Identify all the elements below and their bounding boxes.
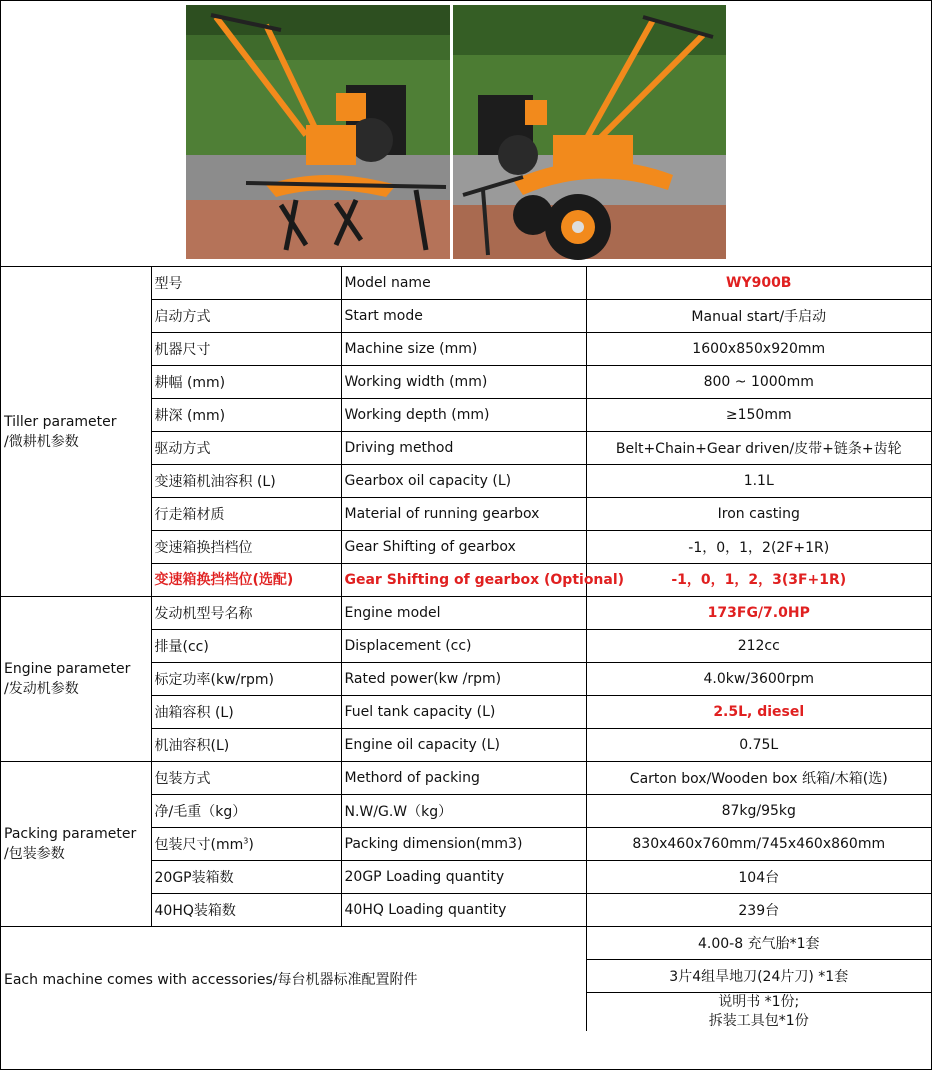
- param-value: 104台: [586, 861, 931, 894]
- param-en: Engine oil capacity (L): [341, 729, 586, 762]
- param-zh: 包装尺寸(mm: [154, 837, 244, 853]
- accessory-item: 4.00-8 充气胎*1套: [586, 927, 931, 960]
- param-value: 173FG/7.0HP: [586, 597, 931, 630]
- param-zh: 标定功率(kw/rpm): [151, 663, 341, 696]
- param-zh-close: ): [248, 837, 254, 853]
- engine-group-zh: /发动机参数: [4, 681, 79, 697]
- accessories-label: Each machine comes with accessories/每台机器标准配置附件: [1, 927, 586, 1032]
- packing-group-zh: /包装参数: [4, 846, 65, 862]
- param-zh: 油箱容积 (L): [151, 696, 341, 729]
- param-value: 1600x850x920mm: [586, 333, 931, 366]
- param-zh: 型号: [151, 267, 341, 300]
- tiller-group-cell: [1, 267, 151, 597]
- spec-table: [1, 267, 931, 1031]
- param-en: Driving method: [341, 432, 586, 465]
- param-en: Material of running gearbox: [341, 498, 586, 531]
- param-zh: 变速箱换挡档位(选配): [151, 564, 341, 597]
- packing-group-en: Packing parameter: [4, 826, 137, 842]
- param-zh: 驱动方式: [151, 432, 341, 465]
- param-en: Fuel tank capacity (L): [341, 696, 586, 729]
- param-en: Packing dimension(mm3): [341, 828, 586, 861]
- param-zh: 耕幅 (mm): [151, 366, 341, 399]
- param-zh: 耕深 (mm): [151, 399, 341, 432]
- param-en: Methord of packing: [341, 762, 586, 795]
- param-value: 1.1L: [586, 465, 931, 498]
- tiller-photo-front: [186, 5, 450, 259]
- param-value: 87kg/95kg: [586, 795, 931, 828]
- param-en: Displacement (cc): [341, 630, 586, 663]
- param-value: 2.5L, diesel: [586, 696, 931, 729]
- param-zh: 变速箱换挡档位: [151, 531, 341, 564]
- param-en: N.W/G.W（kg）: [341, 795, 586, 828]
- param-en: Working depth (mm): [341, 399, 586, 432]
- param-value: Iron casting: [586, 498, 931, 531]
- param-value: 0.75L: [586, 729, 931, 762]
- table-row: [1, 927, 931, 960]
- param-en: 40HQ Loading quantity: [341, 894, 586, 927]
- param-zh: 变速箱机油容积 (L): [151, 465, 341, 498]
- table-row: [1, 762, 931, 795]
- param-en: Gear Shifting of gearbox (Optional): [341, 564, 586, 597]
- param-en: Gearbox oil capacity (L): [341, 465, 586, 498]
- param-zh: 机油容积(L): [151, 729, 341, 762]
- param-value: 800 ~ 1000mm: [586, 366, 931, 399]
- tiller-group-zh: /微耕机参数: [4, 433, 79, 450]
- param-zh: 机器尺寸: [151, 333, 341, 366]
- param-value: 212cc: [586, 630, 931, 663]
- param-zh: 行走箱材质: [151, 498, 341, 531]
- param-en: Gear Shifting of gearbox: [341, 531, 586, 564]
- param-en: Machine size (mm): [341, 333, 586, 366]
- param-zh: 排量(cc): [151, 630, 341, 663]
- param-zh: 启动方式: [151, 300, 341, 333]
- param-value: -1，0，1，2(2F+1R): [586, 531, 931, 564]
- param-value: Belt+Chain+Gear driven/皮带+链条+齿轮: [586, 432, 931, 465]
- param-en: Working width (mm): [341, 366, 586, 399]
- param-value: Manual start/手启动: [586, 300, 931, 333]
- param-zh: 净/毛重（kg）: [151, 795, 341, 828]
- tiller-photo-side: [453, 5, 726, 259]
- tiller-group-en: Tiller parameter: [4, 413, 117, 430]
- param-zh-cell: [151, 828, 341, 861]
- table-row: [1, 267, 931, 300]
- table-row: [1, 597, 931, 630]
- param-zh: 包装方式: [151, 762, 341, 795]
- param-value: 4.0kw/3600rpm: [586, 663, 931, 696]
- accessory-toolkit: 拆装工具包*1份: [708, 1013, 809, 1029]
- param-value: 239台: [586, 894, 931, 927]
- param-en: Engine model: [341, 597, 586, 630]
- accessory-item-multi: [586, 993, 931, 1032]
- param-value: WY900B: [586, 267, 931, 300]
- param-value: -1，0，1，2，3(3F+1R): [586, 564, 931, 597]
- param-zh: 20GP装箱数: [151, 861, 341, 894]
- engine-group-en: Engine parameter: [4, 661, 131, 677]
- param-zh-sup: 3: [243, 836, 249, 846]
- param-value: Carton box/Wooden box 纸箱/木箱(选): [586, 762, 931, 795]
- param-value: 830x460x760mm/745x460x860mm: [586, 828, 931, 861]
- accessory-manual: 说明书 *1份;: [718, 994, 800, 1010]
- param-en: Start mode: [341, 300, 586, 333]
- param-en: Model name: [341, 267, 586, 300]
- param-en: 20GP Loading quantity: [341, 861, 586, 894]
- param-zh: 发动机型号名称: [151, 597, 341, 630]
- engine-group-cell: [1, 597, 151, 762]
- product-photos: [1, 1, 931, 267]
- param-value: ≥150mm: [586, 399, 931, 432]
- param-zh: 40HQ装箱数: [151, 894, 341, 927]
- packing-group-cell: [1, 762, 151, 927]
- param-en: Rated power(kw /rpm): [341, 663, 586, 696]
- accessory-item: 3片4组旱地刀(24片刀) *1套: [586, 960, 931, 993]
